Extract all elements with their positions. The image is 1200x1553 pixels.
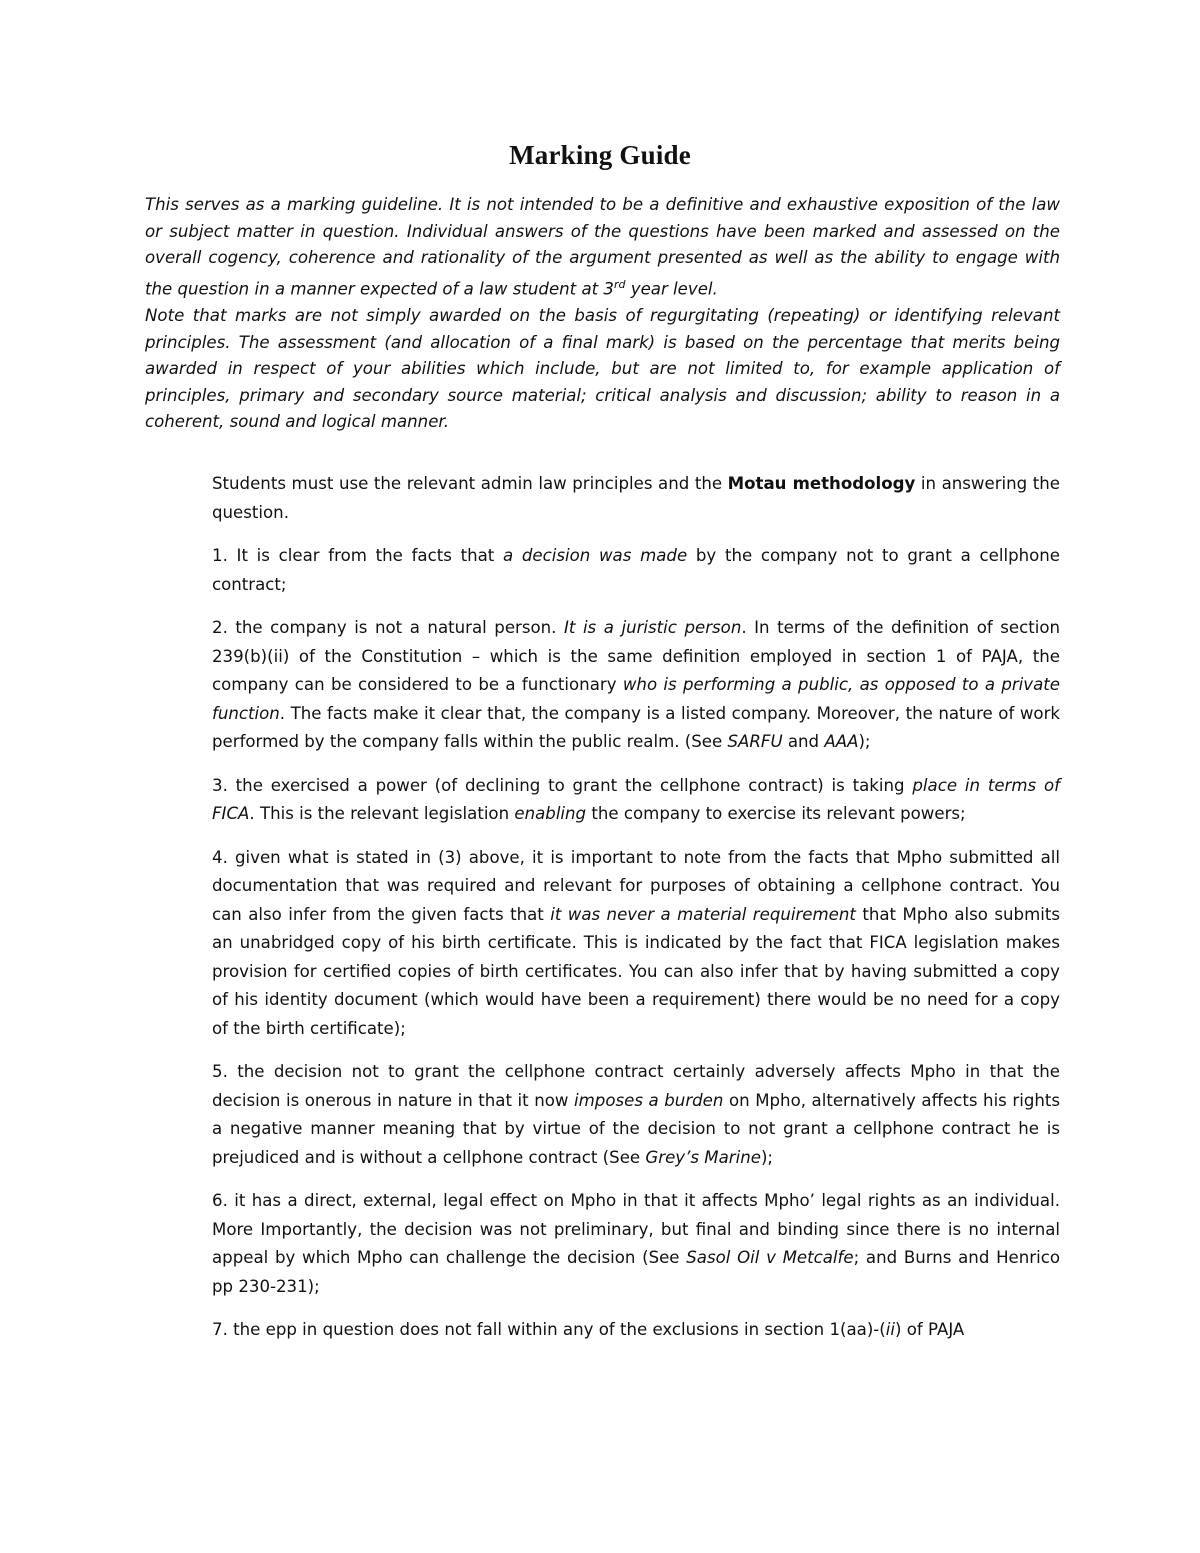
item-text: . the epp in question does not fall within any of the exclusions in section 1(aa)-( (222, 1320, 886, 1339)
item-text: . the company is not a natural person. (222, 618, 564, 637)
intro-text-end: year level. (625, 279, 718, 299)
item-number: 2 (212, 618, 223, 637)
lead-text-end: in answering the question. (212, 474, 1060, 522)
case-name: Sasol Oil v Metcalfe (686, 1248, 854, 1267)
lead-paragraph (212, 470, 1060, 527)
item-text: . it has a direct, external, legal effect on Mpho in that it affects Mpho’ legal rights as an individual. More Importantly, the decision was not preliminary, but final and binding since there is no internal appeal by which Mpho can challenge the decision (See (212, 1191, 1060, 1267)
item-number: 1 (212, 546, 223, 565)
list-item-3 (212, 772, 1060, 829)
item-emphasis: enabling (514, 804, 587, 823)
item-emphasis: imposes a burden (574, 1090, 724, 1110)
item-text: . In terms of the definition of section 239(b)(ii) of the Constitution – which is the same definition employed in section 1 of PAJA, the company can be considered to be a functionary (212, 618, 1061, 694)
answer-body (212, 470, 1060, 1360)
item-text: . the decision not to grant the cellphone contract certainly adversely affects Mpho in that the decision is onerous in nature in that it now (212, 1062, 1060, 1110)
intro-text: This serves as a marking guideline. It is not intended to be a definitive and exhaustive exposition of the law or subject matter in question. Individual answers of the questions have been marked and assessed on the overall cogency, coherence and rationality of the argument presented as well as the ability to engage with the question in a manner expected of a law student at 3 (145, 195, 1060, 299)
lead-text: Students must use the relevant admin law principles and the (212, 474, 728, 493)
intro-paragraph (145, 192, 1060, 303)
item-text: . This is the relevant legislation (249, 804, 515, 823)
item-text: ) of PAJA (895, 1320, 965, 1339)
item-text: the company to exercise its relevant powers; (586, 804, 966, 823)
item-text: that Mpho also submits an unabridged copy of his birth certificate. This is indicated by the fact that FICA legislation makes provision for certified copies of birth certificates. You can also infer that by having submitted a copy of his identity document (which would have been a requirement) there would be no need for a copy of the birth certificate); (212, 904, 1060, 1038)
item-emphasis: place in terms of FICA (212, 775, 1060, 823)
item-number: 3 (212, 775, 223, 795)
item-emphasis: who is performing a public, as opposed to a private function (212, 675, 1060, 723)
superscript: rd (613, 277, 626, 291)
item-number: 5 (212, 1062, 223, 1081)
case-name: Grey’s Marine (645, 1147, 761, 1167)
case-name: AAA (824, 732, 859, 751)
note-paragraph: Note that marks are not simply awarded on the basis of regurgitating (repeating) or identifying relevant principles. The assessment (and allocation of a final mark) is based on the percentage that merits being awarded in respect of your abilities which include, but are not limited to, for example application of principles, primary and secondary source material; critical analysis and discussion; ability to reason in a coherent, sound and logical manner. (145, 305, 1060, 432)
item-text: and (782, 732, 825, 751)
item-text: . the exercised a power (of declining to grant the cellphone contract) is taking (222, 775, 913, 795)
item-text: by the company not to grant a cellphone contract; (212, 546, 1060, 594)
case-name: SARFU (727, 732, 783, 751)
list-item-6 (212, 1187, 1060, 1301)
intro-block (145, 192, 1060, 436)
item-text: . The facts make it clear that, the company is a listed company. Moreover, the nature of work performed by the company falls within the public realm. (See (212, 703, 1060, 751)
item-emphasis: ii (885, 1320, 895, 1339)
item-number: 6 (212, 1191, 223, 1210)
list-item-4 (212, 844, 1060, 1044)
item-emphasis: it was never a material requirement (550, 904, 856, 924)
item-text: on Mpho, alternatively affects his rights a negative manner meaning that by virtue of the decision to not grant a cellphone contract he is prejudiced and is without a cellphone contract (See (212, 1090, 1061, 1167)
item-text: ); (760, 1147, 774, 1167)
list-item-5 (212, 1058, 1060, 1172)
item-text: . It is clear from the facts that (222, 546, 503, 565)
list-item-7 (212, 1316, 1060, 1345)
item-number: 7 (212, 1320, 223, 1339)
item-emphasis: a decision was made (502, 546, 688, 565)
item-text: . given what is stated in (3) above, it is important to note from the facts that Mpho submitted all documentation that was required and relevant for purposes of obtaining a cellphone contract. You can also infer from the given facts that (212, 847, 1060, 924)
list-item-2 (212, 614, 1060, 757)
list-item-1 (212, 542, 1060, 599)
page-title: Marking Guide (509, 140, 691, 170)
item-text: ); (858, 732, 871, 751)
item-number: 4 (212, 847, 223, 867)
item-emphasis: It is a juristic person (564, 618, 742, 637)
methodology-name: Motau methodology (727, 474, 916, 493)
item-text: ; and Burns and Henrico pp 230-231); (212, 1248, 1060, 1296)
